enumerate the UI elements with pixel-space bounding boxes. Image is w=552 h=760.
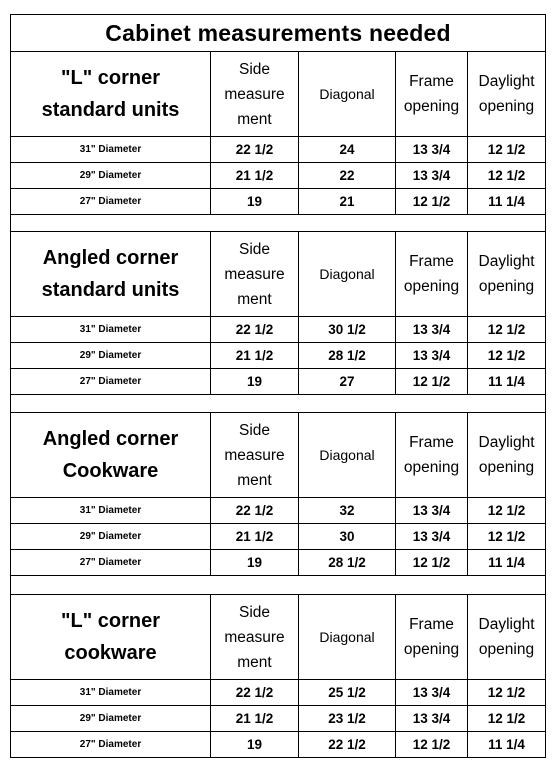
col-header-side-line: ment (237, 471, 272, 489)
row-label: 29" Diameter (11, 524, 211, 550)
cell-daylight: 11 1/4 (468, 189, 546, 215)
cell-daylight: 12 1/2 (468, 706, 546, 732)
row-label: 29" Diameter (11, 163, 211, 189)
section-spacer (11, 395, 546, 413)
section-title-line: "L" corner (61, 610, 160, 632)
col-header-frame-line: opening (403, 278, 460, 295)
section-title-line: standard units (41, 99, 180, 121)
col-header-side-line: ment (237, 653, 272, 671)
cell-daylight: 12 1/2 (468, 680, 546, 706)
col-header-frame-line: Frame (409, 616, 454, 633)
row-label: 31" Diameter (11, 317, 211, 343)
cell-frame: 12 1/2 (396, 732, 468, 758)
cell-side: 22 1/2 (211, 137, 299, 163)
col-header-diagonal: Diagonal (299, 595, 396, 680)
cell-diagonal: 22 1/2 (299, 732, 396, 758)
col-header-daylight-line: Daylight (478, 616, 535, 633)
table-row (11, 498, 546, 524)
col-header-side (211, 52, 299, 137)
cell-daylight: 12 1/2 (468, 317, 546, 343)
cell-diagonal: 30 (299, 524, 396, 550)
cell-frame: 13 3/4 (396, 498, 468, 524)
section-title-line: "L" corner (61, 67, 160, 89)
table-row (11, 163, 546, 189)
cell-side: 22 1/2 (211, 498, 299, 524)
row-label: 27" Diameter (11, 550, 211, 576)
cell-side: 21 1/2 (211, 706, 299, 732)
section-header-row (11, 595, 546, 680)
col-header-daylight-line: opening (478, 278, 535, 295)
cell-diagonal: 28 1/2 (299, 550, 396, 576)
section-header-row (11, 413, 546, 498)
measurements-table (10, 14, 546, 758)
section-spacer (11, 576, 546, 595)
col-header-side (211, 413, 299, 498)
col-header-side-line: Side (238, 421, 271, 439)
col-header-daylight-line: Daylight (478, 73, 535, 90)
cell-daylight: 12 1/2 (468, 163, 546, 189)
table-row (11, 343, 546, 369)
col-header-frame (396, 52, 468, 137)
table-row (11, 732, 546, 758)
cell-daylight: 11 1/4 (468, 550, 546, 576)
col-header-frame-line: Frame (409, 253, 454, 270)
col-header-frame (396, 232, 468, 317)
cell-daylight: 12 1/2 (468, 524, 546, 550)
cell-frame: 12 1/2 (396, 550, 468, 576)
section-title (11, 232, 211, 317)
cell-diagonal: 28 1/2 (299, 343, 396, 369)
cell-daylight: 11 1/4 (468, 732, 546, 758)
cell-daylight: 11 1/4 (468, 369, 546, 395)
cell-diagonal: 27 (299, 369, 396, 395)
cell-frame: 13 3/4 (396, 706, 468, 732)
col-header-daylight-line: Daylight (478, 253, 535, 270)
cell-side: 21 1/2 (211, 524, 299, 550)
row-label: 31" Diameter (11, 498, 211, 524)
col-header-daylight-line: opening (478, 459, 535, 476)
section-header-row (11, 52, 546, 137)
cell-side: 21 1/2 (211, 163, 299, 189)
row-label: 31" Diameter (11, 137, 211, 163)
section-title-line: standard units (41, 279, 180, 301)
col-header-frame (396, 413, 468, 498)
col-header-frame (396, 595, 468, 680)
cell-diagonal: 22 (299, 163, 396, 189)
col-header-daylight-line: opening (478, 98, 535, 115)
spacer-cell (11, 576, 546, 595)
row-label: 31" Diameter (11, 680, 211, 706)
col-header-daylight (468, 595, 546, 680)
cell-daylight: 12 1/2 (468, 137, 546, 163)
section-header-row (11, 232, 546, 317)
section-title (11, 52, 211, 137)
cell-diagonal: 25 1/2 (299, 680, 396, 706)
cell-frame: 12 1/2 (396, 189, 468, 215)
table-row (11, 550, 546, 576)
section-spacer (11, 215, 546, 232)
table-row (11, 317, 546, 343)
cell-frame: 13 3/4 (396, 524, 468, 550)
cell-diagonal: 32 (299, 498, 396, 524)
col-header-daylight (468, 52, 546, 137)
col-header-side-line: ment (237, 110, 272, 128)
cell-side: 19 (211, 732, 299, 758)
table-row (11, 524, 546, 550)
table-row (11, 706, 546, 732)
spacer-cell (11, 395, 546, 413)
cell-frame: 12 1/2 (396, 369, 468, 395)
cell-frame: 13 3/4 (396, 343, 468, 369)
cell-diagonal: 21 (299, 189, 396, 215)
col-header-daylight (468, 413, 546, 498)
section-title-line: Angled corner (42, 428, 179, 450)
cell-side: 22 1/2 (211, 317, 299, 343)
col-header-side (211, 232, 299, 317)
col-header-frame-line: opening (403, 98, 460, 115)
cell-frame: 13 3/4 (396, 680, 468, 706)
col-header-side-line: Side (238, 60, 271, 78)
table-row (11, 137, 546, 163)
row-label: 29" Diameter (11, 343, 211, 369)
cell-diagonal: 23 1/2 (299, 706, 396, 732)
col-header-side-line: Side (238, 603, 271, 621)
col-header-side-line: measure (224, 446, 285, 464)
col-header-side-line: measure (224, 85, 285, 103)
row-label: 29" Diameter (11, 706, 211, 732)
table-row (11, 189, 546, 215)
section-title-line: Cookware (62, 460, 159, 482)
col-header-diagonal: Diagonal (299, 232, 396, 317)
row-label: 27" Diameter (11, 369, 211, 395)
table-row (11, 369, 546, 395)
cell-frame: 13 3/4 (396, 317, 468, 343)
cell-diagonal: 24 (299, 137, 396, 163)
col-header-side (211, 595, 299, 680)
row-label: 27" Diameter (11, 732, 211, 758)
section-title (11, 595, 211, 680)
col-header-daylight-line: Daylight (478, 434, 535, 451)
cell-daylight: 12 1/2 (468, 498, 546, 524)
col-header-side-line: measure (224, 628, 285, 646)
col-header-side-line: Side (238, 240, 271, 258)
cell-side: 19 (211, 550, 299, 576)
col-header-side-line: measure (224, 265, 285, 283)
spacer-cell (11, 215, 546, 232)
section-title-line: Angled corner (42, 247, 179, 269)
cell-side: 22 1/2 (211, 680, 299, 706)
cell-frame: 13 3/4 (396, 137, 468, 163)
row-label: 27" Diameter (11, 189, 211, 215)
table-row (11, 680, 546, 706)
section-title (11, 413, 211, 498)
col-header-side-line: ment (237, 290, 272, 308)
table-title: Cabinet measurements needed (11, 15, 546, 52)
col-header-diagonal: Diagonal (299, 413, 396, 498)
cell-daylight: 12 1/2 (468, 343, 546, 369)
col-header-daylight-line: opening (478, 641, 535, 658)
col-header-frame-line: opening (403, 641, 460, 658)
cell-side: 19 (211, 189, 299, 215)
col-header-daylight (468, 232, 546, 317)
col-header-frame-line: Frame (409, 73, 454, 90)
col-header-diagonal: Diagonal (299, 52, 396, 137)
cell-side: 21 1/2 (211, 343, 299, 369)
cell-diagonal: 30 1/2 (299, 317, 396, 343)
section-title-line: cookware (64, 642, 157, 664)
col-header-frame-line: opening (403, 459, 460, 476)
cell-frame: 13 3/4 (396, 163, 468, 189)
cell-side: 19 (211, 369, 299, 395)
col-header-frame-line: Frame (409, 434, 454, 451)
